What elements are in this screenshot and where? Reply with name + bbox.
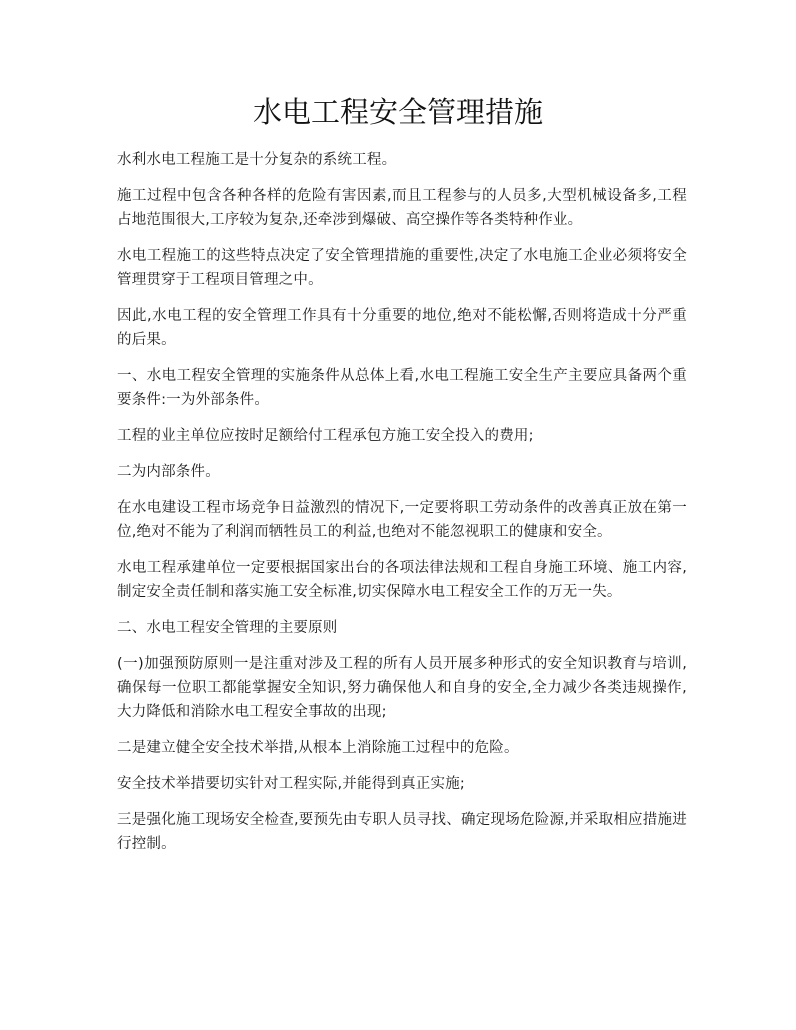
- paragraph: 施工过程中包含各种各样的危险有害因素,而且工程参与的人员多,大型机械设备多,工程占地范围很大,工序较为复杂,还牵涉到爆破、高空操作等各类特种作业。: [117, 188, 687, 228]
- paragraph: 水电工程施工的这些特点决定了安全管理措施的重要性,决定了水电施工企业必须将安全管理贯穿于工程项目管理之中。: [117, 248, 687, 288]
- paragraph: 因此,水电工程的安全管理工作具有十分重要的地位,绝对不能松懈,否则将造成十分严重的后果。: [117, 308, 687, 348]
- paragraph: 水电工程承建单位一定要根据国家出台的各项法律法规和工程自身施工环境、施工内容,制定安全责任制和落实施工安全标准,切实保障水电工程安全工作的万无一失。: [117, 560, 687, 600]
- paragraph: 三是强化施工现场安全检查,要预先由专职人员寻找、确定现场危险源,并采取相应措施进行控制。: [117, 812, 687, 852]
- paragraph: 在水电建设工程市场竞争日益激烈的情况下,一定要将职工劳动条件的改善真正放在第一位,绝对不能为了利润而牺牲员工的利益,也绝对不能忽视职工的健康和安全。: [117, 500, 687, 540]
- paragraph: 二为内部条件。: [117, 464, 220, 480]
- paragraph: 安全技术举措要切实针对工程实际,并能得到真正实施;: [117, 776, 465, 792]
- paragraph: (一)加强预防原则一是注重对涉及工程的所有人员开展多种形式的安全知识教育与培训,确保每一位职工都能掌握安全知识,努力确保他人和自身的安全,全力减少各类违规操作,大力降低和消除水电工程安全事故的出现;: [117, 656, 687, 720]
- document-body: [117, 148, 687, 868]
- paragraph: 水利水电工程施工是十分复杂的系统工程。: [117, 152, 397, 168]
- section-heading-2: 二、水电工程安全管理的主要原则: [117, 620, 338, 636]
- paragraph: 工程的业主单位应按时足额给付工程承包方施工安全投入的费用;: [117, 428, 534, 444]
- section-heading-1: 一、水电工程安全管理的实施条件从总体上看,水电工程施工安全生产主要应具备两个重要条件:一为外部条件。: [117, 368, 687, 408]
- paragraph: 二是建立健全安全技术举措,从根本上消除施工过程中的危险。: [117, 740, 519, 756]
- document-title: 水电工程安全管理措施: [252, 95, 543, 129]
